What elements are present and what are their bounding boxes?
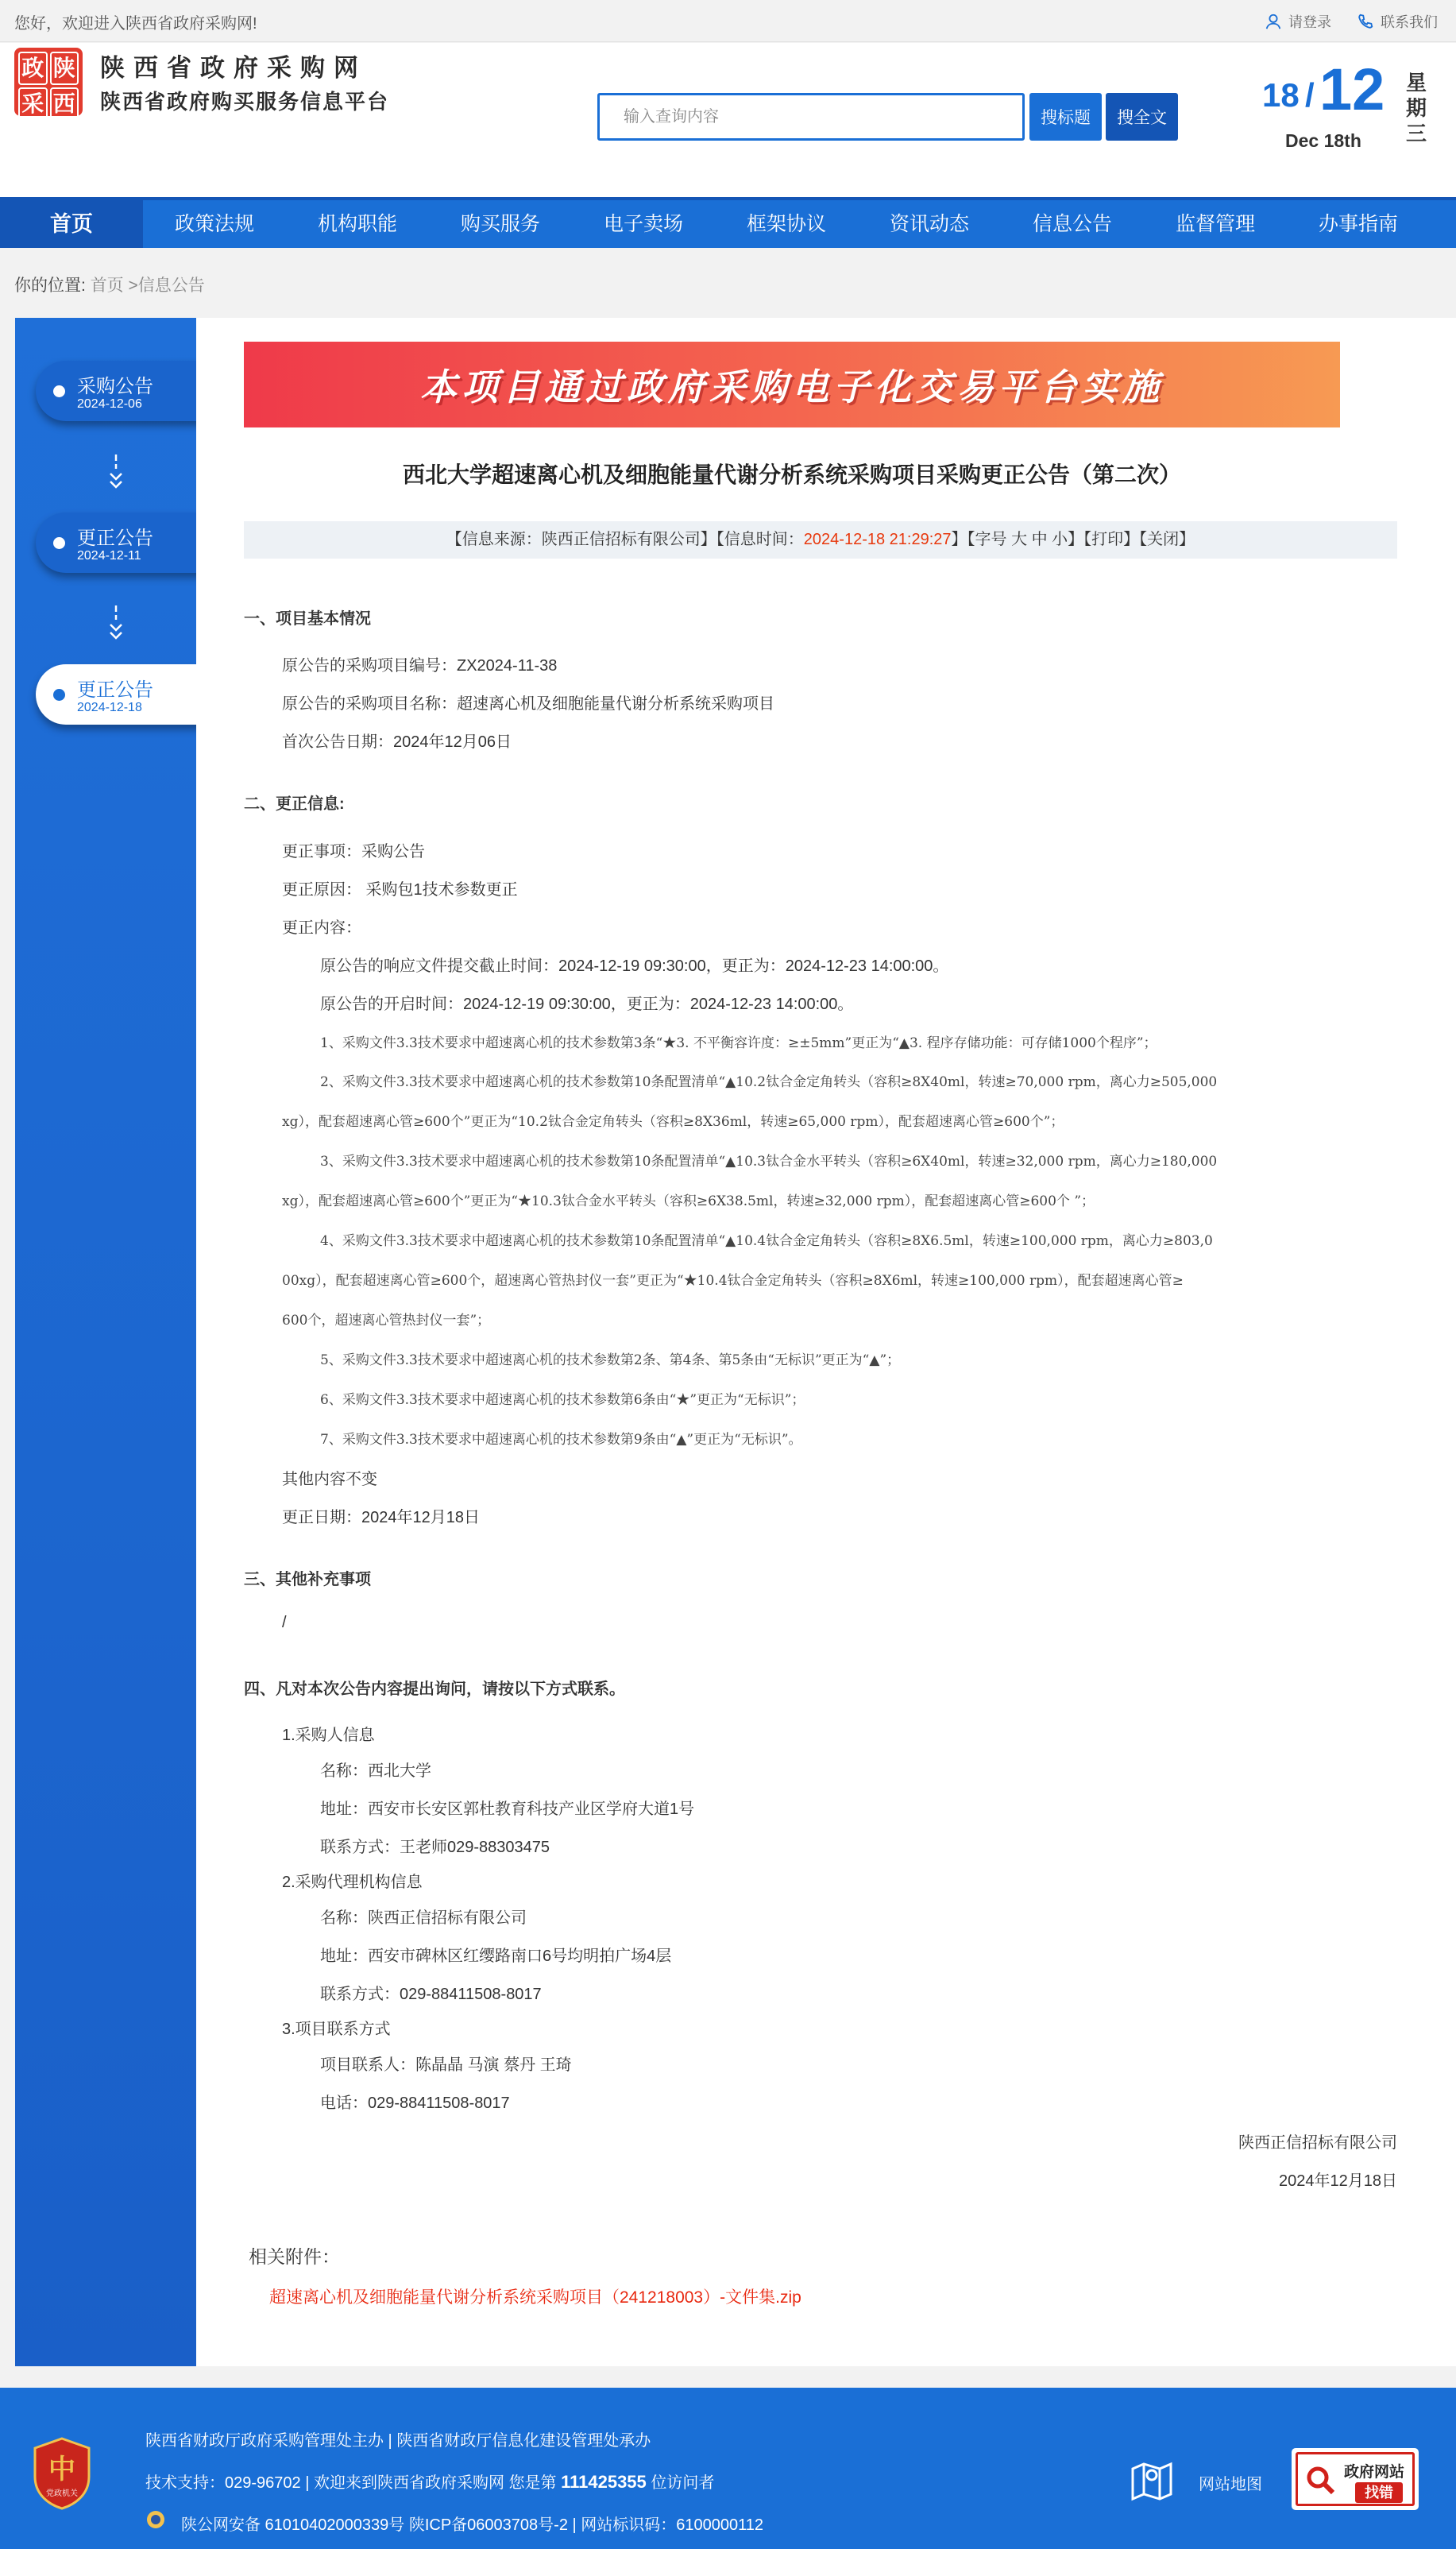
visitor-count: 111425355	[561, 2472, 647, 2492]
logo-char: 西	[50, 87, 79, 121]
footer-registration-text[interactable]: 陕公网安备 61010402000339号 陕ICP备06003708号-2 | 网站标识码：6100000112	[181, 2516, 763, 2534]
magnifier-icon	[1304, 2464, 1336, 2496]
down-arrow-icon	[104, 604, 128, 644]
content-line: 1.采购人信息	[282, 1727, 375, 1744]
section-heading: 一、项目基本情况	[244, 610, 371, 628]
correction-item: 00xg），配套超速离心管≥600个，超速离心管热封仪一套”更正为“★10.4钛合金定角转头（容积≥8X6ml，转速≥100,000 rpm），配套超速离心管≥	[282, 1273, 1184, 1289]
logo-char: 政	[18, 52, 48, 85]
breadcrumb-home[interactable]: 首页	[90, 277, 124, 295]
footer-registration	[145, 2512, 763, 2535]
correction-item: 7、采购文件3.3技术要求中超速离心机的技术参数第9条由“▲”更正为“无标识”。	[320, 1432, 802, 1448]
breadcrumb-prefix: 你的位置:	[14, 277, 86, 295]
report-error-button[interactable]	[1292, 2448, 1419, 2510]
contact-link[interactable]	[1357, 11, 1438, 32]
site-map-icon[interactable]	[1130, 2458, 1174, 2502]
footer-support	[145, 2470, 714, 2493]
search-input[interactable]	[597, 93, 1025, 141]
timeline-sidebar	[15, 318, 196, 2366]
nav-item-framework[interactable]: 框架协议	[746, 213, 826, 235]
correction-item: 1、采购文件3.3技术要求中超速离心机的技术参数第3条“★3. 不平衡容许度：≥±5mm”更正为“▲3. 程序存储功能：可存储1000个程序”；	[320, 1035, 1157, 1051]
content-line: 名称：西北大学	[320, 1762, 431, 1780]
timeline-title: 采购公告	[77, 376, 153, 397]
footer-support-text: 技术支持：029-96702 | 欢迎来到陕西省政府采购网 您是第	[145, 2474, 557, 2492]
date-english: Dec 18th	[1285, 130, 1361, 151]
article-title: 西北大学超速离心机及细胞能量代谢分析系统采购项目采购更正公告（第二次）	[402, 462, 1181, 487]
content-line: 项目联系人：陈晶晶 马演 蔡丹 王琦	[320, 2056, 572, 2074]
signature-org: 陕西正信招标有限公司	[1238, 2134, 1397, 2152]
content-line: 地址：西安市长安区郭杜教育科技产业区学府大道1号	[320, 1801, 695, 1818]
content-line: 原公告的开启时间：2024-12-19 09:30:00，更正为：2024-12-23 14:00:00。	[320, 996, 854, 1013]
nav-item-announcements[interactable]: 信息公告	[1032, 213, 1112, 235]
content-line: /	[282, 1614, 287, 1631]
content-line: 原公告的响应文件提交截止时间：2024-12-19 09:30:00，更正为：2024-12-23 14:00:00。	[320, 957, 949, 975]
correction-item: 4、采购文件3.3技术要求中超速离心机的技术参数第10条配置清单“▲10.4钛合金定角转头（容积≥8X6.5ml，转速≥100,000 rpm，离心力≥803,0	[320, 1233, 1213, 1249]
weekday: 星期三	[1405, 71, 1427, 145]
site-name: 陕西省政府采购网	[100, 54, 367, 82]
nav-item-services[interactable]: 购买服务	[460, 213, 540, 235]
nav-item-supervision[interactable]: 监督管理	[1175, 213, 1255, 235]
main-nav	[0, 197, 1456, 248]
timeline-title: 更正公告	[77, 528, 153, 549]
logo-char: 采	[18, 87, 48, 121]
timeline-date: 2024-12-11	[77, 549, 141, 563]
svg-text:中: 中	[48, 2454, 75, 2485]
timeline-date: 2024-12-18	[77, 701, 142, 714]
logo-char: 陕	[50, 52, 79, 85]
user-icon	[1265, 13, 1282, 30]
party-gov-emblem-icon[interactable]	[32, 2437, 92, 2510]
nav-item-emall[interactable]: 电子卖场	[603, 213, 683, 235]
section-heading: 二、更正信息:	[244, 795, 345, 813]
content-line: 更正内容：	[282, 919, 361, 937]
info-source: 【信息来源：陕西正信招标有限公司】【信息时间：	[446, 531, 804, 548]
phone-icon	[1357, 13, 1374, 30]
report-error-frame	[1296, 2452, 1415, 2506]
info-time: 2024-12-18 21:29:27	[803, 531, 952, 548]
banner-text: 本项目通过政府采购电子化交易平台实施	[420, 366, 1164, 408]
correction-item: xg），配套超速离心管≥600个”更正为“10.2钛合金定角转头（容积≥8X36ml，转速≥65,000 rpm），配套超速离心管≥600个”；	[282, 1114, 1064, 1130]
welcome-text: 您好，欢迎进入陕西省政府采购网!	[14, 15, 257, 33]
report-error-label: 找错	[1355, 2482, 1403, 2503]
content-line: 联系方式：王老师029-88303475	[320, 1839, 550, 1856]
timeline-dot	[53, 537, 65, 549]
article-info-bar	[244, 521, 1397, 559]
content-line: 更正日期：2024年12月18日	[282, 1509, 480, 1526]
timeline-item-purchase[interactable]	[36, 361, 210, 421]
search-fulltext-button[interactable]: 搜全文	[1106, 93, 1178, 141]
police-badge-icon	[145, 2509, 166, 2530]
date-month: 12	[1319, 56, 1385, 122]
timeline-dot	[53, 385, 65, 397]
timeline-item-correction-2[interactable]	[36, 664, 210, 725]
info-tools[interactable]: 】【字号 大 中 小】【打印】【关闭】	[951, 531, 1195, 548]
correction-item: 2、采购文件3.3技术要求中超速离心机的技术参数第10条配置清单“▲10.2钛合金定角转头（容积≥8X40ml，转速≥70,000 rpm，离心力≥505,000	[320, 1074, 1218, 1090]
breadcrumb	[14, 273, 205, 296]
timeline-date: 2024-12-06	[77, 397, 142, 411]
attachment-link[interactable]: 超速离心机及细胞能量代谢分析系统采购项目（241218003）-文件集.zip	[269, 2288, 801, 2307]
down-arrow-icon	[104, 453, 128, 493]
correction-item: 3、采购文件3.3技术要求中超速离心机的技术参数第10条配置清单“▲10.3钛合金水平转头（容积≥6X40ml，转速≥32,000 rpm，离心力≥180,000	[320, 1154, 1218, 1170]
site-subtitle: 陕西省政府购买服务信息平台	[100, 90, 390, 114]
content-line: 名称：陕西正信招标有限公司	[320, 1909, 527, 1927]
correction-item: 5、采购文件3.3技术要求中超速离心机的技术参数第2条、第4条、第5条由“无标识”更正为“▲”；	[320, 1352, 901, 1368]
breadcrumb-sep: >	[123, 277, 138, 295]
content-line: 原公告的采购项目名称：超速离心机及细胞能量代谢分析系统采购项目	[282, 695, 774, 713]
content-line: 2.采购代理机构信息	[282, 1874, 423, 1891]
nav-item-policy[interactable]: 政策法规	[174, 213, 254, 235]
nav-item-functions[interactable]: 机构职能	[317, 213, 397, 235]
login-link[interactable]	[1265, 11, 1331, 32]
content-line: 其他内容不变	[282, 1471, 377, 1488]
attachments-label: 相关附件：	[249, 2246, 340, 2267]
content-line: 电话：029-88411508-8017	[320, 2095, 510, 2112]
top-bar	[0, 0, 1456, 42]
login-label: 请登录	[1288, 14, 1331, 30]
correction-item: 6、采购文件3.3技术要求中超速离心机的技术参数第6条由“★”更正为“无标识”；	[320, 1392, 805, 1408]
content-line: 原公告的采购项目编号：ZX2024-11-38	[282, 657, 558, 675]
content-line: 3.项目联系方式	[282, 2021, 391, 2038]
timeline-item-correction-1[interactable]	[36, 513, 210, 573]
search-title-button[interactable]: 搜标题	[1029, 93, 1102, 141]
emblem-caption: 党政机关	[46, 2489, 78, 2498]
content-line: 更正原因： 采购包1技术参数更正	[282, 881, 518, 899]
site-logo[interactable]	[14, 48, 83, 116]
signature-date: 2024年12月18日	[1279, 2172, 1397, 2190]
nav-item-home[interactable]: 首页	[0, 200, 143, 248]
contact-label: 联系我们	[1381, 14, 1438, 30]
platform-banner	[244, 342, 1340, 427]
site-map-link[interactable]: 网站地图	[1199, 2476, 1262, 2493]
footer-visitor-suffix: 位访问者	[651, 2474, 715, 2492]
section-heading: 四、凡对本次公告内容提出询问，请按以下方式联系。	[244, 1681, 625, 1698]
section-heading: 三、其他补充事项	[244, 1571, 371, 1588]
breadcrumb-current[interactable]: 信息公告	[137, 277, 205, 295]
nav-item-news[interactable]: 资讯动态	[889, 213, 969, 235]
footer-organizer: 陕西省财政厅政府采购管理处主办 | 陕西省财政厅信息化建设管理处承办	[145, 2432, 651, 2450]
correction-item: xg），配套超速离心管≥600个”更正为“★10.3钛合金水平转头（容积≥6X38.5ml，转速≥32,000 rpm），配套超速离心管≥600个 ”；	[282, 1193, 1095, 1209]
timeline-dot	[53, 689, 65, 701]
nav-item-guide[interactable]: 办事指南	[1318, 213, 1398, 235]
content-line: 更正事项：采购公告	[282, 843, 425, 861]
content-line: 联系方式：029-88411508-8017	[320, 1986, 542, 2003]
date-slash: /	[1305, 76, 1315, 114]
content-line: 首次公告日期：2024年12月06日	[282, 733, 512, 751]
content-line: 地址：西安市碑林区红缨路南口6号均明拍广场4层	[320, 1948, 672, 1965]
report-error-title: 政府网站	[1344, 2464, 1405, 2481]
timeline-title: 更正公告	[77, 679, 153, 701]
date-day: 18	[1262, 76, 1300, 114]
correction-item: 600个，超速离心管热封仪一套”；	[282, 1313, 491, 1329]
